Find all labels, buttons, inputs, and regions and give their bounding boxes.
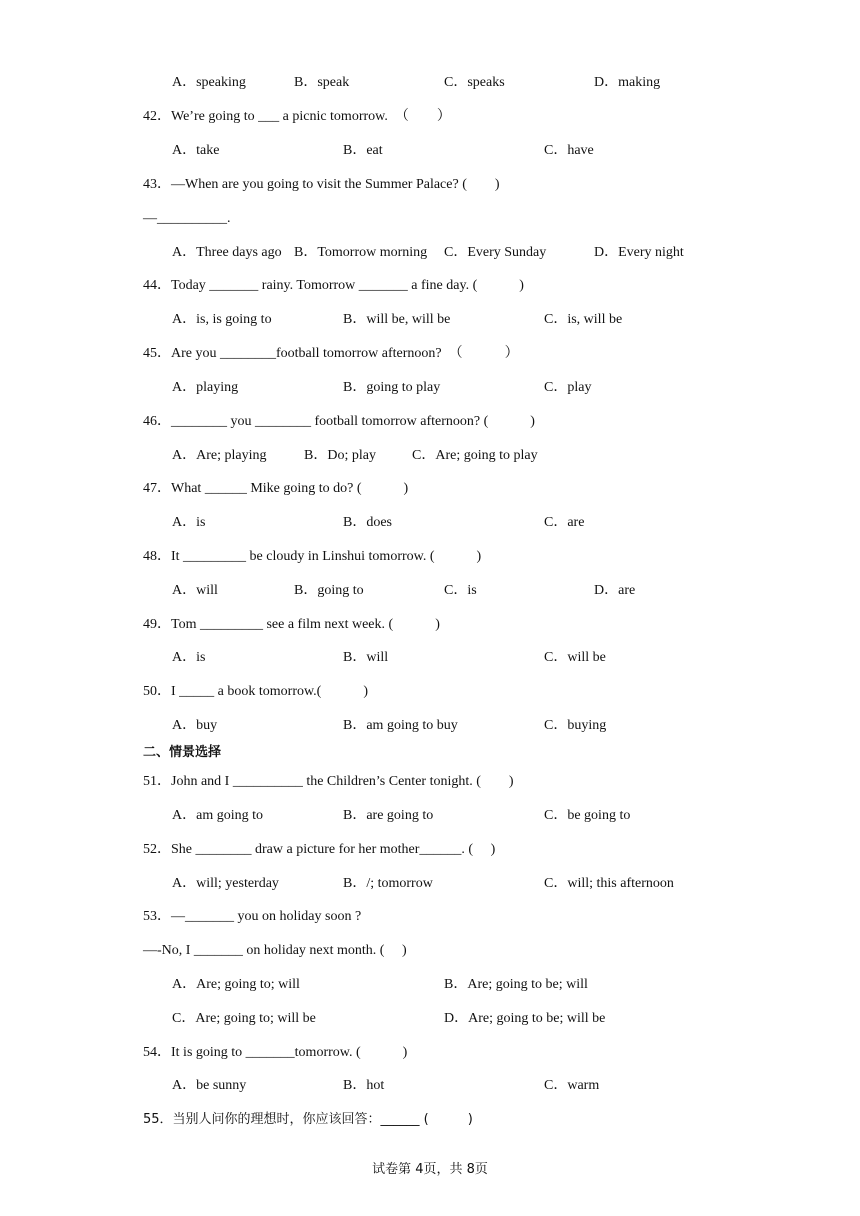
option-b: B．hot xyxy=(343,1078,385,1093)
option-a: A．Are; going to; will xyxy=(172,977,300,992)
option-c: C．Are; going to; will be xyxy=(172,1011,316,1026)
option-a: A．Are; playing xyxy=(172,448,267,463)
option-d: D．making xyxy=(594,75,661,90)
question-text: 51．John and I __________ the Children’s Center tonight. ( ) xyxy=(143,774,514,789)
option-b: B．/; tomorrow xyxy=(343,876,433,891)
option-c: C．have xyxy=(544,143,594,158)
option-a: A．playing xyxy=(172,380,239,395)
option-b: B．eat xyxy=(343,143,383,158)
page-footer: 试卷第 4页，共 8页 xyxy=(372,1162,488,1177)
option-a: A．speaking xyxy=(172,75,246,90)
option-b: B．Do; play xyxy=(304,448,376,463)
option-c: C．buying xyxy=(544,718,607,733)
option-a: A．be sunny xyxy=(172,1078,247,1093)
question-text: 47．What ______ Mike going to do? ( ) xyxy=(143,481,409,496)
section-heading: 二、情景选择 xyxy=(143,745,222,760)
option-d: D．are xyxy=(594,583,636,598)
option-b: B．are going to xyxy=(343,808,434,823)
option-b: B．speak xyxy=(294,75,350,90)
question-text: 55．当别人问你的理想时，你应该回答：______ ( ) xyxy=(143,1112,473,1127)
option-b: B．going to play xyxy=(343,380,441,395)
option-a: A．am going to xyxy=(172,808,263,823)
option-c: C．will be xyxy=(544,650,606,665)
option-c: C．Are; going to play xyxy=(412,448,538,463)
question-text: 43．—When are you going to visit the Summer Palace? ( ) xyxy=(143,177,500,192)
option-a: A．buy xyxy=(172,718,218,733)
option-d: D．Every night xyxy=(594,245,684,260)
option-a: A．will xyxy=(172,583,218,598)
option-a: A．will; yesterday xyxy=(172,876,279,891)
option-b: B．going to xyxy=(294,583,364,598)
option-c: C．is, will be xyxy=(544,312,623,327)
option-a: A．is, is going to xyxy=(172,312,272,327)
option-c: C．speaks xyxy=(444,75,505,90)
question-text: 42．We’re going to ___ a picnic tomorrow. （ ） xyxy=(143,109,451,124)
option-a: A．Three days ago xyxy=(172,245,282,260)
option-d: D．Are; going to be; will be xyxy=(444,1011,606,1026)
option-a: A．take xyxy=(172,143,220,158)
question-text: 52．She ________ draw a picture for her mother______. ( ) xyxy=(143,842,496,857)
question-text: 44．Today _______ rainy. Tomorrow _______ a fine day. ( ) xyxy=(143,278,524,293)
option-b: B．Are; going to be; will xyxy=(444,977,588,992)
option-b: B．does xyxy=(343,515,392,530)
option-c: C．is xyxy=(444,583,477,598)
option-b: B．will be, will be xyxy=(343,312,451,327)
option-c: C．play xyxy=(544,380,592,395)
answer-blank: —__________. xyxy=(143,211,231,226)
question-text: 53．—_______ you on holiday soon ? xyxy=(143,909,362,924)
question-text: 48．It _________ be cloudy in Linshui tomorrow. ( ) xyxy=(143,549,482,564)
question-text: 50．I _____ a book tomorrow.( ) xyxy=(143,684,369,699)
option-a: A．is xyxy=(172,515,206,530)
option-c: C．warm xyxy=(544,1078,600,1093)
question-text: 49．Tom _________ see a film next week. ( ) xyxy=(143,617,440,632)
question-text: 45．Are you ________football tomorrow afternoon? （ ） xyxy=(143,346,519,361)
option-a: A．is xyxy=(172,650,206,665)
option-c: C．be going to xyxy=(544,808,631,823)
question-text: 46．________ you ________ football tomorrow afternoon? ( ) xyxy=(143,414,535,429)
option-c: C．Every Sunday xyxy=(444,245,547,260)
option-b: B．Tomorrow morning xyxy=(294,245,428,260)
option-c: C．will; this afternoon xyxy=(544,876,674,891)
option-b: B．am going to buy xyxy=(343,718,458,733)
reply-text: —-No, I _______ on holiday next month. ( ) xyxy=(143,943,407,958)
question-text: 54．It is going to _______tomorrow. ( ) xyxy=(143,1045,408,1060)
option-c: C．are xyxy=(544,515,585,530)
option-b: B．will xyxy=(343,650,389,665)
